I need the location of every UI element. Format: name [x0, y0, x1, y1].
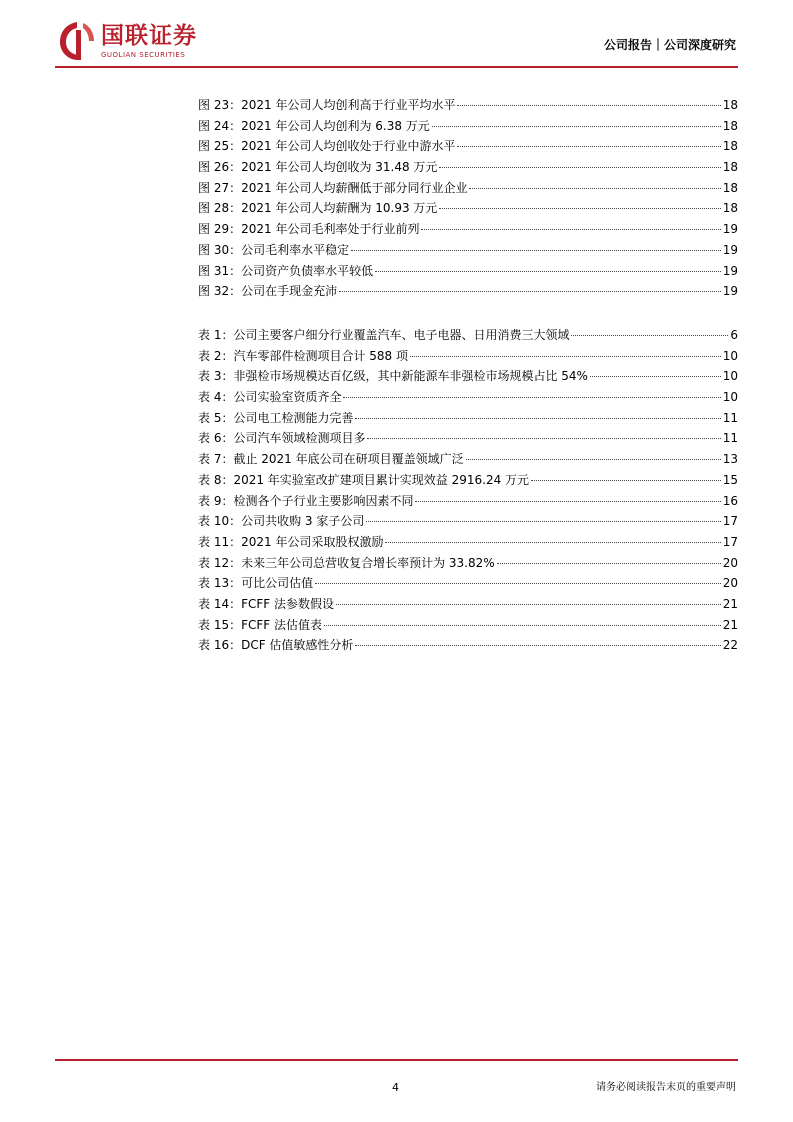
toc-leader-dots	[355, 645, 720, 646]
toc-entry-page: 19	[722, 284, 738, 299]
toc-entry-page: 19	[722, 242, 738, 257]
toc-entry-page: 6	[730, 328, 738, 342]
toc-entry-label: 图 23：2021 年公司人均创利高于行业平均水平	[198, 98, 456, 112]
toc-entry-table[interactable]	[198, 532, 738, 553]
toc-entry-table[interactable]	[198, 553, 738, 574]
toc-entry-page: 18	[722, 201, 738, 216]
toc-entry-table[interactable]	[198, 366, 738, 387]
toc-entry-page: 18	[722, 98, 738, 112]
toc-entry-page: 11	[722, 410, 738, 425]
toc-entry-page: 13	[722, 452, 738, 467]
toc-entry-page: 19	[722, 263, 738, 278]
table-list	[198, 325, 738, 656]
toc-entry-figure[interactable]	[198, 95, 738, 116]
toc-entry-page: 19	[722, 222, 738, 237]
toc-entry-page: 20	[722, 555, 738, 570]
toc-entry-figure[interactable]	[198, 157, 738, 178]
toc-leader-dots	[375, 271, 721, 272]
toc-entry-figure[interactable]	[198, 261, 738, 282]
toc-entry-page: 21	[722, 617, 738, 632]
toc-entry-label: 表 13：可比公司估值	[198, 576, 314, 591]
toc-leader-dots	[439, 208, 720, 209]
toc-entry-figure[interactable]	[198, 178, 738, 199]
toc-entry-page: 20	[722, 576, 738, 591]
footer-divider	[55, 1059, 738, 1061]
toc-entry-figure[interactable]	[198, 198, 738, 219]
toc-leader-dots	[531, 480, 721, 481]
toc-leader-dots	[410, 356, 721, 357]
page-number: 4	[392, 1081, 399, 1094]
toc-entry-label: 表 9：检测各个子行业主要影响因素不同	[198, 493, 414, 508]
toc-entry-table[interactable]	[198, 428, 738, 449]
toc-leader-dots	[315, 583, 721, 584]
toc-entry-page: 17	[722, 514, 738, 529]
report-type: 公司报告｜公司深度研究	[603, 38, 736, 52]
toc-entry-label: 表 15：FCFF 法估值表	[198, 617, 322, 632]
header-divider	[55, 66, 738, 68]
toc-entry-table[interactable]	[198, 346, 738, 367]
toc-entry-table[interactable]	[198, 408, 738, 429]
toc-entry-label: 表 2：汽车零部件检测项目合计 588 项	[198, 348, 408, 363]
logo-english-name: GUOLIAN SECURITIES	[101, 51, 186, 59]
toc-leader-dots	[415, 501, 720, 502]
toc-entry-label: 表 16：DCF 估值敏感性分析	[198, 638, 354, 653]
toc-entry-label: 表 3：非强检市场规模达百亿级，其中新能源车非强检市场规模占比 54%	[198, 369, 588, 384]
toc-leader-dots	[439, 167, 720, 168]
toc-entry-page: 15	[722, 472, 738, 487]
toc-entry-page: 18	[722, 160, 738, 175]
toc-leader-dots	[351, 250, 721, 251]
toc-entry-page: 10	[722, 369, 738, 384]
toc-entry-label: 图 29：2021 年公司毛利率处于行业前列	[198, 222, 420, 237]
toc-entry-table[interactable]	[198, 449, 738, 470]
toc-entry-label: 图 26：2021 年公司人均创收为 31.48 万元	[198, 160, 438, 175]
toc-entry-page: 16	[722, 493, 738, 508]
logo-chinese-name: 国联证券	[101, 23, 197, 49]
toc-entry-page: 11	[722, 431, 738, 446]
toc-entry-label: 表 14：FCFF 法参数假设	[198, 596, 334, 611]
toc-leader-dots	[366, 521, 720, 522]
toc-leader-dots	[385, 542, 720, 543]
toc-entry-label: 表 12：未来三年公司总营收复合增长率预计为 33.82%	[198, 555, 495, 570]
toc-entry-table[interactable]	[198, 573, 738, 594]
toc-leader-dots	[590, 376, 721, 377]
figure-list	[198, 95, 738, 302]
toc-leader-dots	[432, 126, 721, 127]
toc-entry-label: 图 28：2021 年公司人均薪酬为 10.93 万元	[198, 201, 438, 216]
toc-entry-table[interactable]	[198, 325, 738, 346]
toc-entry-label: 表 4：公司实验室资质齐全	[198, 390, 342, 405]
guolian-logo-icon	[57, 20, 97, 62]
footer-disclaimer: 请务必阅读报告末页的重要声明	[596, 1082, 736, 1093]
toc-entry-page: 10	[722, 348, 738, 363]
toc-leader-dots	[457, 146, 720, 147]
toc-entry-table[interactable]	[198, 387, 738, 408]
toc-leader-dots	[339, 291, 721, 292]
toc-entry-table[interactable]	[198, 511, 738, 532]
toc-leader-dots	[421, 229, 720, 230]
toc-entry-label: 图 31：公司资产负债率水平较低	[198, 263, 374, 278]
toc-entry-label: 图 25：2021 年公司人均创收处于行业中游水平	[198, 139, 456, 154]
toc-entry-label: 表 7：截止 2021 年底公司在研项目覆盖领域广泛	[198, 452, 464, 467]
company-logo	[57, 20, 217, 64]
toc-entry-page: 17	[722, 534, 738, 549]
toc-entry-label: 表 6：公司汽车领域检测项目多	[198, 431, 366, 446]
toc-leader-dots	[336, 604, 721, 605]
toc-leader-dots	[324, 625, 721, 626]
toc-leader-dots	[497, 563, 721, 564]
toc-leader-dots	[466, 459, 721, 460]
toc-entry-label: 图 30：公司毛利率水平稳定	[198, 242, 350, 257]
toc-entry-figure[interactable]	[198, 116, 738, 137]
toc-entry-table[interactable]	[198, 491, 738, 512]
toc-entry-page: 18	[722, 180, 738, 195]
toc-entry-figure[interactable]	[198, 219, 738, 240]
toc-leader-dots	[367, 438, 720, 439]
toc-leader-dots	[343, 397, 720, 398]
toc-entry-table[interactable]	[198, 470, 738, 491]
toc-leader-dots	[571, 335, 728, 336]
toc-leader-dots	[457, 105, 720, 106]
toc-entry-page: 18	[722, 118, 738, 133]
toc-entry-label: 表 5：公司电工检测能力完善	[198, 410, 354, 425]
toc-entry-label: 表 8：2021 年实验室改扩建项目累计实现效益 2916.24 万元	[198, 472, 530, 487]
toc-leader-dots	[355, 418, 720, 419]
toc-entry-label: 表 1：公司主要客户细分行业覆盖汽车、电子电器、日用消费三大领域	[198, 328, 570, 342]
toc-entry-table[interactable]	[198, 635, 738, 656]
toc-entry-page: 22	[722, 638, 738, 653]
toc-entry-label: 表 10：公司共收购 3 家子公司	[198, 514, 365, 529]
toc-leader-dots	[469, 188, 720, 189]
toc-entry-table[interactable]	[198, 594, 738, 615]
toc-entry-figure[interactable]	[198, 136, 738, 157]
toc-entry-page: 10	[722, 390, 738, 405]
toc-entry-page: 18	[722, 139, 738, 154]
toc-entry-label: 表 11：2021 年公司采取股权激励	[198, 534, 384, 549]
toc-entry-page: 21	[722, 596, 738, 611]
toc-entry-label: 图 32：公司在手现金充沛	[198, 284, 338, 299]
toc-entry-figure[interactable]	[198, 240, 738, 261]
toc-entry-label: 图 27：2021 年公司人均薪酬低于部分同行业企业	[198, 180, 468, 195]
toc-entry-label: 图 24：2021 年公司人均创利为 6.38 万元	[198, 118, 430, 133]
toc-entry-table[interactable]	[198, 615, 738, 636]
toc-entry-figure[interactable]	[198, 281, 738, 302]
page-header	[0, 0, 793, 72]
